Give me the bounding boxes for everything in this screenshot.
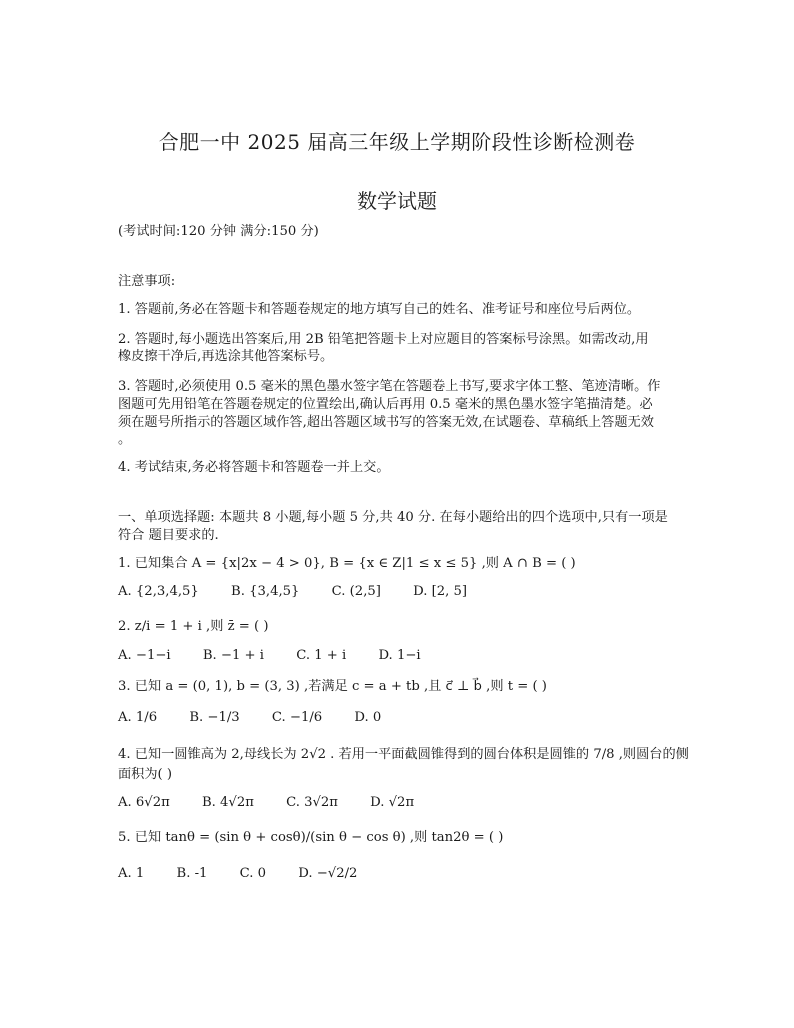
q5-option-d: D. −√2/2 bbox=[298, 866, 358, 881]
q3-option-c: C. −1/6 bbox=[271, 710, 323, 725]
q2-option-b: B. −1 + i bbox=[202, 648, 264, 663]
q4-option-c: C. 3√2π bbox=[286, 795, 338, 810]
q4-option-b: B. 4√2π bbox=[201, 795, 254, 810]
section-intro-line2: 符合 题目要求的. bbox=[118, 528, 219, 543]
q2-option-a: A. −1−i bbox=[118, 648, 171, 663]
q3-option-d: D. 0 bbox=[354, 710, 382, 725]
notice-item-3-cont1: 图题可先用铅笔在答题卷规定的位置绘出,确认后再用 0.5 毫米的黑色墨水签字笔描清楚。必 bbox=[118, 397, 653, 412]
q5-option-a: A. 1 bbox=[118, 866, 145, 881]
question-3-stem: 3. 已知 a = (0, 1), b = (3, 3) ,若满足 c = a + tb ,且 c⃗ ⊥ b⃗ ,则 t = ( ) bbox=[118, 679, 547, 694]
question-4-stem-line2: 面积为( ) bbox=[118, 767, 173, 782]
question-3-options bbox=[118, 710, 409, 725]
q2-option-c: C. 1 + i bbox=[296, 648, 347, 663]
question-2-stem: 2. z/i = 1 + i ,则 z̄ = ( ) bbox=[118, 619, 269, 634]
notice-item-2: 2. 答题时,每小题选出答案后,用 2B 铅笔把答题卡上对应题目的答案标号涂黑。如需改动,用 bbox=[118, 332, 649, 347]
q5-option-b: B. -1 bbox=[176, 866, 208, 881]
q1-option-b: B. {3,4,5} bbox=[231, 584, 300, 599]
notice-item-3-cont3: 。 bbox=[118, 432, 132, 447]
notice-item-1: 1. 答题前,务必在答题卡和答题卷规定的地方填写自己的姓名、准考证号和座位号后两位。 bbox=[118, 302, 641, 317]
question-5-options bbox=[118, 866, 385, 881]
notice-item-3-cont2: 须在题号所指示的答题区域作答,超出答题区域书写的答案无效,在试题卷、草稿纸上答题无效 bbox=[118, 415, 654, 430]
q2-option-d: D. 1−i bbox=[378, 648, 421, 663]
question-1-options bbox=[118, 584, 495, 599]
exam-info: (考试时间:120 分钟 满分:150 分) bbox=[118, 224, 319, 239]
notice-item-3: 3. 答题时,必须使用 0.5 毫米的黑色墨水签字笔在答题卷上书写,要求字体工整、笔迹清晰。作 bbox=[118, 379, 661, 394]
q3-option-a: A. 1/6 bbox=[118, 710, 158, 725]
exam-title: 合肥一中 2025 届高三年级上学期阶段性诊断检测卷 bbox=[158, 130, 636, 154]
q5-option-c: C. 0 bbox=[239, 866, 267, 881]
q4-option-a: A. 6√2π bbox=[118, 795, 170, 810]
notice-item-4: 4. 考试结束,务必将答题卡和答题卷一并上交。 bbox=[118, 460, 390, 475]
q1-option-d: D. [2, 5] bbox=[413, 584, 468, 599]
question-4-stem-line1: 4. 已知一圆锥高为 2,母线长为 2√2 . 若用一平面截圆锥得到的圆台体积是圆锥的 7/8 ,则圆台的侧 bbox=[118, 747, 689, 762]
q1-option-c: C. (2,5] bbox=[331, 584, 381, 599]
q4-option-d: D. √2π bbox=[370, 795, 415, 810]
question-4-options bbox=[118, 795, 442, 810]
notice-item-2-cont: 橡皮擦干净后,再选涂其他答案标号。 bbox=[118, 349, 334, 364]
q3-option-b: B. −1/3 bbox=[189, 710, 240, 725]
question-2-options bbox=[118, 648, 449, 663]
section-intro-line1: 一、单项选择题: 本题共 8 小题,每小题 5 分,共 40 分. 在每小题给出的四个选项中,只有一项是 bbox=[118, 510, 668, 525]
question-5-stem: 5. 已知 tanθ = (sin θ + cosθ)/(sin θ − cos θ) ,则 tan2θ = ( ) bbox=[118, 830, 504, 845]
exam-subtitle: 数学试题 bbox=[357, 189, 437, 213]
notice-heading: 注意事项: bbox=[118, 274, 176, 289]
q1-option-a: A. {2,3,4,5} bbox=[118, 584, 199, 599]
question-1-stem: 1. 已知集合 A = {x|2x − 4 > 0}, B = {x ∈ Z|1 ≤ x ≤ 5} ,则 A ∩ B = ( ) bbox=[118, 556, 576, 571]
